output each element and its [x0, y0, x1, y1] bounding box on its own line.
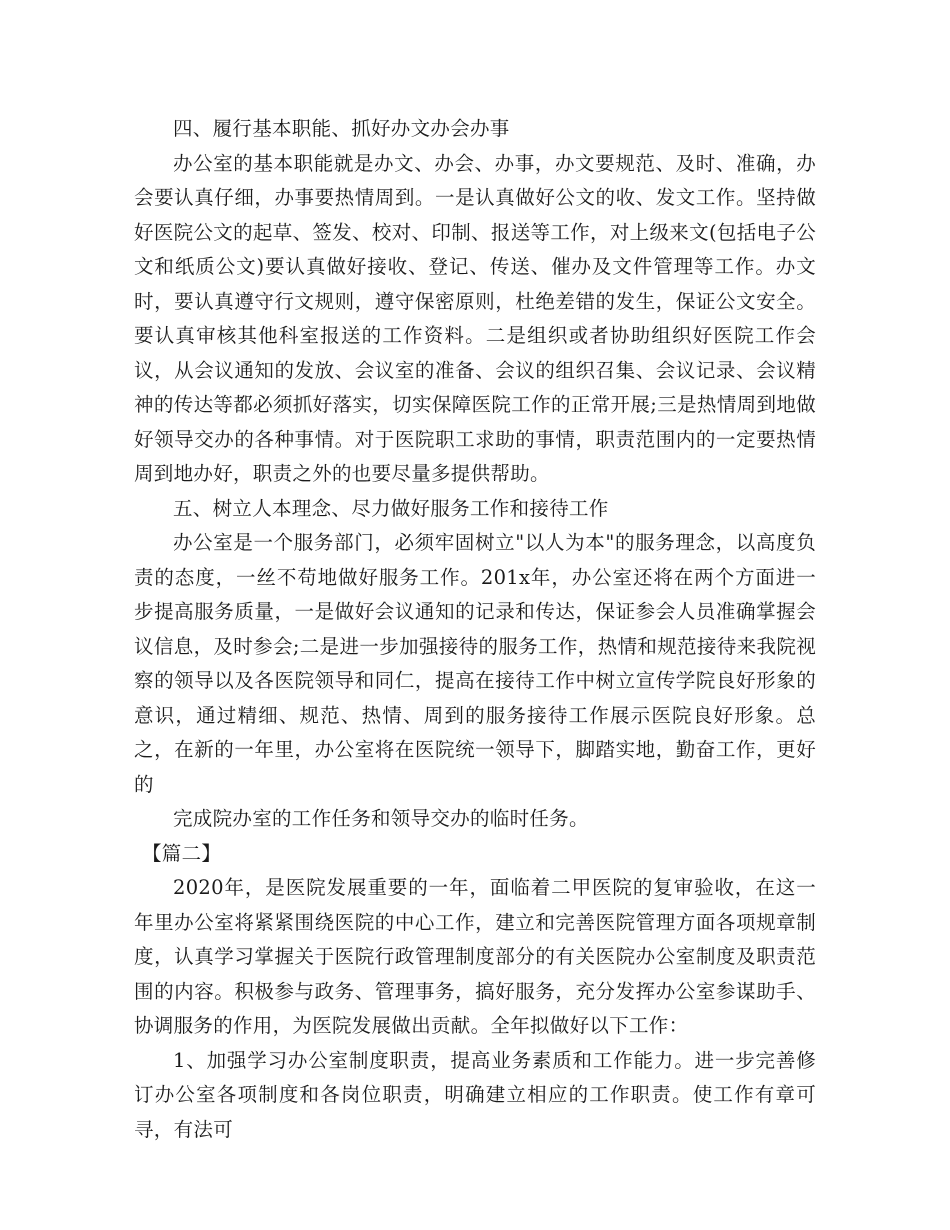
section-heading-5: 五、树立人本理念、尽力做好服务工作和接待工作 [173, 496, 609, 520]
continuation-line: 完成院办室的工作任务和领导交办的临时任务。 [173, 807, 589, 830]
body-paragraph: 办公室的基本职能就是办文、办会、办事，办文要规范、及时、准确，办会要认真仔细，办事要热情周到。一是认真做好公文的收、发文工作。坚持做好医院公文的起草、签发、校对、印制、报送等工作，对上级来文(包括电子公文和纸质公文)要认真做好接收、登记、传送、催办及文件管理等工作。办文时，要认真遵守行文规则，遵守保密原则，杜绝差错的发生，保证公文安全。要认真审核其他科室报送的工作资料。二是组织或者协助组织好医院工作会议，从会议通知的发放、会议室的准备、会议的组织召集、会议记录、会议精神的传达等都必须抓好落实，切实保障医院工作的正常开展;三是热情周到地做好领导交办的各种事情。对于医院职工求助的事情，职责范围内的一定要热情周到地办好，职责之外的也要尽量多提供帮助。 [134, 151, 816, 485]
body-paragraph: 2020年，是医院发展重要的一年，面临着二甲医院的复审验收，在这一年里办公室将紧紧围绕医院的中心工作，建立和完善医院管理方面各项规章制度，认真学习掌握关于医院行政管理制度部分的有关医院办公室制度及职责范围的内容。积极参与政务、管理事务，搞好服务，充分发挥办公室参谋助手、协调服务的作用，为医院发展做出贡献。全年拟做好以下工作： [134, 876, 816, 1037]
part-two-label: 【篇二】 [142, 841, 222, 865]
body-paragraph: 1、加强学习办公室制度职责，提高业务素质和工作能力。进一步完善修订办公室各项制度和各岗位职责，明确建立相应的工作职责。使工作有章可寻，有法可 [134, 1048, 816, 1141]
body-paragraph: 办公室是一个服务部门，必须牢固树立"以人为本"的服务理念，以高度负责的态度，一丝不苟地做好服务工作。201x年，办公室还将在两个方面进一步提高服务质量，一是做好会议通知的记录和传达，保证参会人员准确掌握会议信息，及时参会;二是进一步加强接待的服务工作，热情和规范接待来我院视察的领导以及各医院领导和同仁，提高在接待工作中树立宣传学院良好形象的意识，通过精细、规范、热情、周到的服务接待工作展示医院良好形象。总之，在新的一年里，办公室将在医院统一领导下，脚踏实地，勤奋工作，更好的 [134, 531, 816, 796]
section-heading-4: 四、履行基本职能、抓好办文办会办事 [173, 117, 510, 140]
